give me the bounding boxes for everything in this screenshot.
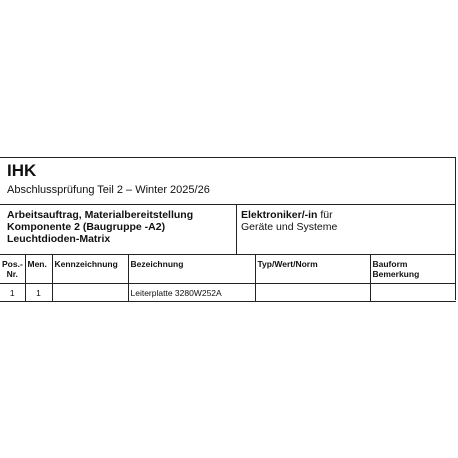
parts-table: [0, 255, 456, 302]
profession-suffix: für: [317, 209, 333, 221]
col-header-typ: Typ/Wert/Norm: [255, 255, 370, 283]
parts-list-sheet: [0, 157, 456, 300]
col-header-bezeichnung: Bezeichnung: [128, 255, 255, 283]
profession-line-2: Geräte und Systeme: [241, 221, 338, 233]
col-header-kennzeichnung: Kennzeichnung: [52, 255, 128, 283]
org-name: IHK: [7, 161, 37, 180]
assignment-line-3: Leuchtdioden-Matrix: [7, 233, 111, 245]
profession-name: Elektroniker/-in: [241, 209, 318, 221]
assignment-line-2: Komponente 2 (Baugruppe -A2): [7, 221, 166, 233]
cell-bezeichnung: Leiterplatte 3280W252A: [128, 283, 255, 301]
assignment-title: [0, 205, 237, 254]
document-header: [0, 158, 455, 205]
assignment-block: [0, 205, 455, 255]
cell-bauform: [370, 283, 456, 301]
col-header-bauform: Bauform Bemerkung: [370, 255, 456, 283]
profession-block: [237, 205, 455, 254]
assignment-line-1: Arbeitsauftrag, Materialbereitstellung: [7, 209, 194, 221]
col-header-pos: Pos.- Nr.: [0, 255, 25, 283]
cell-pos: 1: [0, 283, 25, 301]
table-row: [0, 283, 456, 301]
cell-men: 1: [25, 283, 52, 301]
cell-kennzeichnung: [52, 283, 128, 301]
table-header-row: [0, 255, 456, 283]
col-header-men: Men.: [25, 255, 52, 283]
cell-typ: [255, 283, 370, 301]
exam-title: Abschlussprüfung Teil 2 – Winter 2025/26: [7, 184, 210, 196]
profession-line-1: [241, 209, 455, 221]
